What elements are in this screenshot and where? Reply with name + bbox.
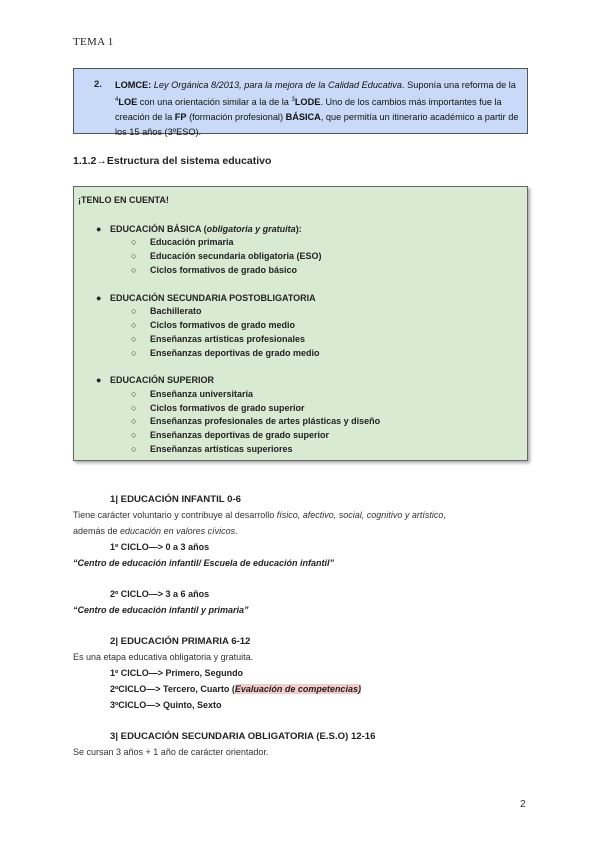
basica-term: BÁSICA — [285, 112, 321, 123]
list-item: ○ Bachillerato — [131, 306, 202, 316]
infantil-paragraph-1: Tiene carácter voluntario y contribuye al desarrollo físico, afectivo, social, cognitivo y artístico, — [73, 510, 446, 520]
heading-infantil: 1| EDUCACIÓN INFANTIL 0-6 — [110, 494, 241, 505]
circle-bullet-icon: ○ — [131, 251, 137, 261]
circle-bullet-icon: ○ — [131, 265, 137, 275]
list-item: ○ Enseñanza universitaria — [131, 389, 254, 399]
highlighted-text: Evaluación de competencias) — [234, 684, 361, 694]
list-item: ○ Ciclos formativos de grado medio — [131, 320, 296, 330]
primaria-cycle-2: 2ºCICLO—> Tercero, Cuarto (Evaluación de competencias) — [110, 684, 361, 694]
infantil-cycle-1: 1º CICLO—> 0 a 3 años — [110, 542, 210, 552]
lomce-text-5: , que permitía un itinerario académico a partir de los 15 años (3ºESO). — [115, 112, 519, 138]
circle-bullet-icon: ○ — [131, 306, 137, 316]
fp-term: FP — [174, 112, 187, 123]
circle-bullet-icon: ○ — [131, 430, 137, 440]
infantil-cycle-2: 2º CICLO—> 3 a 6 años — [110, 589, 210, 599]
circle-bullet-icon: ○ — [131, 416, 137, 426]
list-item: ○ Enseñanzas artísticas profesionales — [131, 334, 306, 344]
notice-box — [73, 186, 528, 461]
bullet-icon: ● — [96, 293, 102, 303]
lomce-box — [73, 68, 528, 138]
category-postobligatoria: ● EDUCACIÓN SECUNDARIA POSTOBLIGATORIA — [96, 293, 316, 303]
notice-title: ¡TENLO EN CUENTA! — [78, 195, 169, 205]
list-number: 2. — [94, 79, 102, 90]
circle-bullet-icon: ○ — [131, 444, 137, 454]
list-item: ○ Enseñanzas profesionales de artes plásticas y diseño — [131, 416, 381, 426]
loe-term: LOE — [118, 97, 138, 108]
circle-bullet-icon: ○ — [131, 389, 137, 399]
lomce-text-3: . Uno de los cambios más importantes fue la creación de la — [115, 97, 502, 123]
lomce-text-4: (formación profesional) — [186, 112, 286, 123]
page-number: 2 — [520, 798, 526, 810]
list-item: ○ Ciclos formativos de grado básico — [131, 265, 298, 275]
footnote-4: 4 — [115, 97, 119, 103]
list-item: ○ Enseñanzas artísticas superiores — [131, 444, 293, 454]
heading-eso: 3| EDUCACIÓN SECUNDARIA OBLIGATORIA (E.S.O) 12-16 — [110, 731, 376, 742]
infantil-quote-2: “Centro de educación infantil y primaria” — [73, 605, 249, 615]
list-item: ○ Ciclos formativos de grado superior — [131, 403, 305, 413]
page-header: TEMA 1 — [73, 36, 114, 48]
circle-bullet-icon: ○ — [131, 348, 137, 358]
circle-bullet-icon: ○ — [131, 403, 137, 413]
primaria-paragraph: Es una etapa educativa obligatoria y gratuita. — [73, 652, 254, 662]
list-item: ○ Educación primaria — [131, 237, 234, 247]
category-superior: ● EDUCACIÓN SUPERIOR — [96, 375, 215, 385]
circle-bullet-icon: ○ — [131, 237, 137, 247]
footnote-3: 3 — [291, 97, 295, 103]
infantil-paragraph-2: además de educación en valores cívicos. — [73, 526, 238, 536]
lode-term: LODE — [294, 97, 321, 108]
bullet-icon: ● — [96, 375, 102, 385]
primaria-cycle-3: 3ºCICLO—> Quinto, Sexto — [110, 700, 222, 710]
circle-bullet-icon: ○ — [131, 334, 137, 344]
lomce-law: Ley Orgánica 8/2013, para la mejora de la Calidad Educativa — [153, 80, 403, 90]
list-item: ○ Enseñanzas deportivas de grado superior — [131, 430, 330, 440]
list-item: ○ Educación secundaria obligatoria (ESO) — [131, 251, 322, 261]
list-item: ○ Enseñanzas deportivas de grado medio — [131, 348, 320, 358]
bullet-icon: ● — [96, 224, 102, 234]
primaria-cycle-1: 1º CICLO—> Primero, Segundo — [110, 668, 244, 678]
section-title: 1.1.2→Estructura del sistema educativo — [73, 155, 272, 167]
circle-bullet-icon: ○ — [131, 320, 137, 330]
lomce-title: LOMCE: — [115, 80, 152, 90]
lomce-text-1: . Suponía una reforma de la — [402, 80, 516, 90]
lomce-text-2: con una orientación similar a la de la — [137, 97, 292, 108]
lomce-text — [115, 78, 520, 140]
infantil-quote-1: “Centro de educación infantil/ Escuela de educación infantil” — [73, 558, 335, 568]
eso-paragraph: Se cursan 3 años + 1 año de carácter orientador. — [73, 747, 269, 757]
category-basica: ● EDUCACIÓN BÁSICA (obligatoria y gratuita): — [96, 224, 302, 234]
heading-primaria: 2| EDUCACIÓN PRIMARIA 6-12 — [110, 636, 251, 647]
